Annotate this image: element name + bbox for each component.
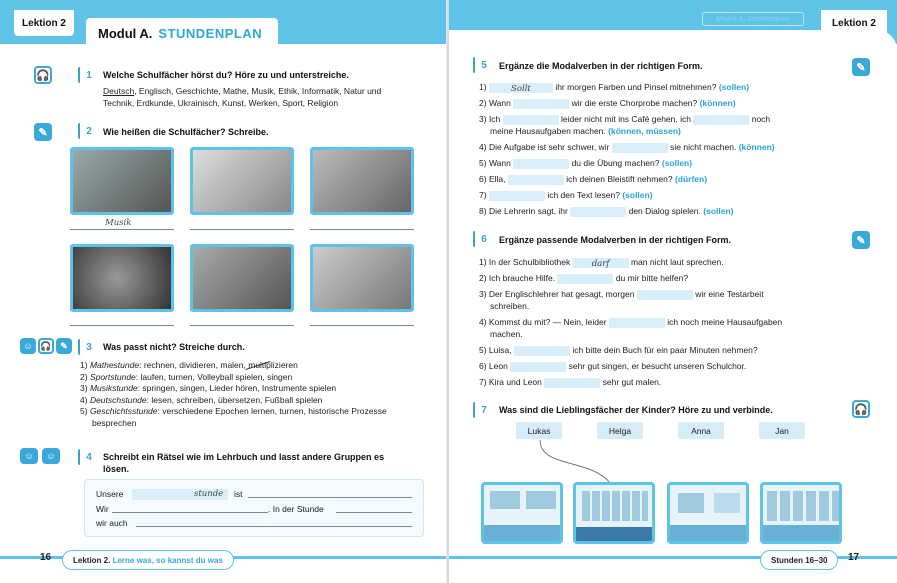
task-1-text: Deutsch, Englisch, Geschichte, Mathe, Musik, Ethik, Informatik, Natur und Technik, Erdkunde, Ukrainisch, Kunst, Werken, Sport, Religion [103,86,382,108]
classroom-3[interactable] [667,482,749,544]
classroom-1[interactable] [481,482,563,544]
task-5-line-6: 6) Ella, ich deinen Bleistift nehmen? (dürfen) [479,174,708,184]
left-lektion-tab: Lektion 2 [14,10,74,36]
right-footer: Stunden 16–30 [760,550,838,570]
task-number-6: 6 [473,231,493,247]
pencil-icon-right: ✎ [852,58,870,76]
photo-sport [190,147,294,215]
photo-chemistry [190,244,294,312]
name-anna[interactable]: Anna [678,422,724,439]
task-5-title: Ergänze die Modalverben in der richtigen Form. [499,61,703,71]
task-5-line-4: 4) Die Aufgabe ist sehr schwer, wir sie nicht machen. (können) [479,142,775,152]
task-6-title: Ergänze passende Modalverben in der richtigen Form. [499,235,732,245]
task-5-line-8: 8) Die Lehrerin sagt, ihr den Dialog spielen. (sollen) [479,206,734,216]
classroom-2[interactable] [573,482,655,544]
example-answer: Musik [105,218,132,228]
task-number-3: 3 [78,339,98,355]
list-item: 5) Geschichtsstunde: verschiedene Epochen lernen, turnen, historische Prozesse [80,406,387,416]
task-2-title: Wie heißen die Schulfächer? Schreibe. [103,127,269,137]
headphones-icon-small: 🎧 [38,338,54,354]
module-title: Modul A. STUNDENPLAN [86,18,278,48]
name-lukas[interactable]: Lukas [516,422,562,439]
task-number-5: 5 [473,57,493,73]
photo-music [70,147,174,215]
page-number-right: 17 [848,552,860,563]
list-item: 4) Deutschstunde: lesen, schreiben, übersetzen, Fußball spielen [80,394,323,405]
group-icon-2: ☺ [42,448,60,464]
task-5-line-1: 1) Sollt ihr morgen Farben und Pinsel mitnehmen? (sollen) [479,82,750,94]
right-module-label: Modul A. Stundenplan [702,12,804,26]
task-number-7: 7 [473,402,493,418]
classroom-4[interactable] [760,482,842,544]
task-1-title: Welche Schulfächer hörst du? Höre zu und unterstreiche. [103,70,349,80]
task-4-title-line2: lösen. [103,464,130,474]
task-6-line-3: 3) Der Englischlehrer hat gesagt, morgen wir eine Testarbeit schreiben. [479,289,764,311]
riddle-box [84,479,424,537]
task-7-title: Was sind die Lieblingsfächer der Kinder? Höre zu und verbinde. [499,405,773,415]
pair-icon: ☺ [20,338,36,354]
riddle-line-3[interactable] [336,512,412,513]
riddle-line-2[interactable] [112,512,268,513]
list-item: 2) Sportstunde: laufen, turnen, Volleyball spielen, singen [80,371,293,382]
task-5-line-3: 3) Ich leider nicht mit ins Café gehen, ich noch meine Hausaufgaben machen. (können, müssen) [479,114,771,136]
task-6-line-4: 4) Kommst du mit? — Nein, leider ich noch meine Hausaufgaben machen. [479,317,783,339]
name-helga[interactable]: Helga [597,422,643,439]
task-5-line-7: 7) ich den Text lesen? (sollen) [479,190,653,200]
headphones-icon-right: 🎧 [852,400,870,418]
right-lektion-tab: Lektion 2 [821,10,887,36]
task-number-1: 1 [78,67,98,83]
task-4-title-line1: Schreibt ein Rätsel wie im Lehrbuch und lasst andere Gruppen es [103,452,385,462]
task-number-2: 2 [78,123,98,139]
left-page: Lektion 2 Modul A. STUNDENPLAN 🎧 1 Welche Schulfächer hörst du? Höre zu und unterstreiche. Deutsch, Englisch, Geschichte, Mathe, Musik, Ethik, Informatik, Natur und Technik, Erdkunde, Ukrainisch, Kunst, Werken, Sport, Religion ✎ 2 Wie heißen die Schulfächer? Schreibe. Musik ☺ 🎧 ✎ 3 Was passt nicht? Streiche durch. 1) Mathestunde: rechnen, dividieren, malen, multiplizieren 2) Sportstunde: laufen, turnen, Volleyball spielen, singen 3) Musikstunde: springen, singen, Lieder hören, Instrumente spielen 4) Deutschstunde: lesen, schreiben, übersetzen, Fußball spielen 5) Geschichtsstunde: verschiedene Epochen lernen, turnen, historische Prozesse besprechen ☺ ☺ 4 Schreibt ein Rätsel wie im Lehrbuch und lasst andere Gruppen es lösen. Unsere stunde ist Wir . In der Stunde wir auch 16 Lektion 2. Lerne was, so kannst du was [0,0,448,583]
task-3-title: Was passt nicht? Streiche durch. [103,342,245,352]
name-jan[interactable]: Jan [759,422,805,439]
pencil-icon-right-2: ✎ [852,231,870,249]
riddle-line-4[interactable] [136,526,412,527]
task-6-line-7: 7) Kira und Leon sehr gut malen. [479,377,662,387]
task-6-line-2: 2) Ich brauche Hilfe. du mir bitte helfen? [479,273,689,283]
task-6-line-1: 1) In der Schulbibliothek darf man nicht laut sprechen. [479,257,724,269]
list-item: 3) Musikstunde: springen, singen, Lieder hören, Instrumente spielen [80,383,337,393]
task-6-line-5: 5) Luisa, ich bitte dein Buch für ein paar Minuten nehmen? [479,345,758,355]
page-number-left: 16 [40,552,52,563]
left-footer: Lektion 2. Lerne was, so kannst du was [62,550,234,570]
list-item: 1) Mathestunde: rechnen, dividieren, malen, multiplizieren [80,360,298,370]
headphones-icon: 🎧 [34,66,52,84]
task-5-line-2: 2) Wann wir die erste Chorprobe machen? (können) [479,98,736,108]
pencil-icon-small: ✎ [56,338,72,354]
photo-globe [70,244,174,312]
group-icon: ☺ [20,448,38,464]
task-6-line-6: 6) Leon sehr gut singen, er besucht unseren Schulchor. [479,361,747,371]
riddle-line-1[interactable] [248,497,412,498]
connection-line [530,438,620,488]
task-5-line-5: 5) Wann du die Übung machen? (sollen) [479,158,693,168]
photo-writing [310,147,414,215]
task-3-list: 1) Mathestunde: rechnen, dividieren, malen, multiplizieren 2) Sportstunde: laufen, turnen, Volleyball spielen, singen 3) Musikstunde: springen, singen, Lieder hören, Instrumente spielen 4) Deutschstunde: lesen, schreiben, übersetzen, Fußball spielen 5) Geschichtsstunde: verschiedene Epochen lernen, turnen, historische Prozesse besprechen [80,360,440,429]
photo-paints [310,244,414,312]
pencil-icon: ✎ [34,123,52,141]
task-number-4: 4 [78,449,98,465]
